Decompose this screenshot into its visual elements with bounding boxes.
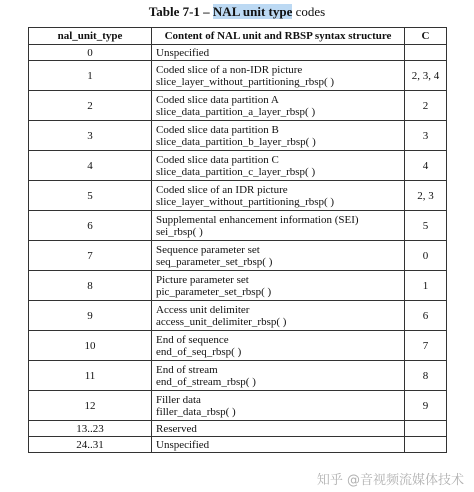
category-cell: 2 [405, 91, 447, 121]
content-cell [152, 331, 405, 361]
content-description: Sequence parameter set [156, 243, 260, 256]
table-row [29, 151, 447, 181]
caption-suffix: codes [292, 4, 326, 19]
category-cell: 1 [405, 271, 447, 301]
content-description: End of stream [156, 363, 218, 376]
content-description: Coded slice of an IDR picture [156, 183, 288, 196]
category-cell: 2, 3, 4 [405, 61, 447, 91]
table-body [29, 45, 447, 453]
content-description: Unspecified [156, 46, 210, 59]
rbsp-syntax-structure: filler_data_rbsp( ) [156, 405, 236, 418]
category-cell: 5 [405, 211, 447, 241]
rbsp-syntax-structure: end_of_seq_rbsp( ) [156, 345, 242, 358]
content-cell [152, 361, 405, 391]
table-row [29, 331, 447, 361]
content-cell [152, 437, 405, 453]
table-row [29, 45, 447, 61]
nal-unit-type-cell: 8 [29, 271, 152, 301]
content-cell [152, 45, 405, 61]
nal-unit-type-table [28, 27, 447, 453]
content-description: Picture parameter set [156, 273, 249, 286]
category-cell: 0 [405, 241, 447, 271]
header-category: C [405, 28, 447, 45]
watermark-text: 知乎 @音视频流媒体技术 [316, 473, 464, 488]
category-cell: 7 [405, 331, 447, 361]
table-row [29, 437, 447, 453]
table-caption [0, 4, 474, 20]
table-row [29, 91, 447, 121]
content-description: Reserved [156, 422, 197, 435]
table-header-row [29, 28, 447, 45]
nal-unit-type-cell: 9 [29, 301, 152, 331]
category-cell: 4 [405, 151, 447, 181]
header-content: Content of NAL unit and RBSP syntax structure [152, 28, 405, 45]
table-row [29, 181, 447, 211]
content-description: Filler data [156, 393, 201, 406]
nal-unit-type-cell: 12 [29, 391, 152, 421]
caption-label: Table 7-1 – [148, 4, 213, 19]
rbsp-syntax-structure: access_unit_delimiter_rbsp( ) [156, 315, 287, 328]
caption-highlight: NAL unit type [212, 4, 293, 19]
category-cell [405, 437, 447, 453]
content-cell [152, 391, 405, 421]
content-cell [152, 421, 405, 437]
category-cell: 2, 3 [405, 181, 447, 211]
table-row [29, 391, 447, 421]
rbsp-syntax-structure: pic_parameter_set_rbsp( ) [156, 285, 272, 298]
content-cell [152, 181, 405, 211]
nal-unit-type-cell: 24..31 [29, 437, 152, 453]
header-nal-unit-type: nal_unit_type [29, 28, 152, 45]
rbsp-syntax-structure: end_of_stream_rbsp( ) [156, 375, 256, 388]
table-row [29, 301, 447, 331]
table-row [29, 61, 447, 91]
content-description: Coded slice data partition C [156, 153, 279, 166]
category-cell: 6 [405, 301, 447, 331]
category-cell: 8 [405, 361, 447, 391]
nal-unit-type-cell: 1 [29, 61, 152, 91]
nal-unit-type-cell: 13..23 [29, 421, 152, 437]
content-cell [152, 121, 405, 151]
rbsp-syntax-structure: slice_layer_without_partitioning_rbsp( ) [156, 195, 335, 208]
table-row [29, 271, 447, 301]
nal-unit-type-cell: 6 [29, 211, 152, 241]
content-cell [152, 61, 405, 91]
nal-unit-type-cell: 4 [29, 151, 152, 181]
nal-unit-type-cell: 10 [29, 331, 152, 361]
category-cell: 3 [405, 121, 447, 151]
table-row [29, 241, 447, 271]
table-row [29, 211, 447, 241]
nal-unit-type-cell: 0 [29, 45, 152, 61]
content-cell [152, 241, 405, 271]
content-description: Coded slice data partition A [156, 93, 279, 106]
table-row [29, 121, 447, 151]
rbsp-syntax-structure: slice_data_partition_a_layer_rbsp( ) [156, 105, 316, 118]
rbsp-syntax-structure: slice_data_partition_c_layer_rbsp( ) [156, 165, 316, 178]
content-cell [152, 151, 405, 181]
rbsp-syntax-structure: slice_data_partition_b_layer_rbsp( ) [156, 135, 316, 148]
nal-unit-type-cell: 11 [29, 361, 152, 391]
content-description: Access unit delimiter [156, 303, 250, 316]
content-cell [152, 211, 405, 241]
content-description: Unspecified [156, 438, 210, 451]
content-description: Coded slice of a non-IDR picture [156, 63, 303, 76]
nal-unit-type-cell: 3 [29, 121, 152, 151]
nal-unit-type-cell: 2 [29, 91, 152, 121]
rbsp-syntax-structure: seq_parameter_set_rbsp( ) [156, 255, 273, 268]
content-description: Supplemental enhancement information (SEI) [156, 213, 359, 226]
table-row [29, 421, 447, 437]
rbsp-syntax-structure: slice_layer_without_partitioning_rbsp( ) [156, 75, 335, 88]
nal-unit-type-cell: 5 [29, 181, 152, 211]
content-description: Coded slice data partition B [156, 123, 279, 136]
category-cell [405, 45, 447, 61]
content-cell [152, 301, 405, 331]
table-row [29, 361, 447, 391]
category-cell: 9 [405, 391, 447, 421]
nal-unit-type-cell: 7 [29, 241, 152, 271]
rbsp-syntax-structure: sei_rbsp( ) [156, 225, 203, 238]
content-description: End of sequence [156, 333, 229, 346]
category-cell [405, 421, 447, 437]
content-cell [152, 91, 405, 121]
content-cell [152, 271, 405, 301]
